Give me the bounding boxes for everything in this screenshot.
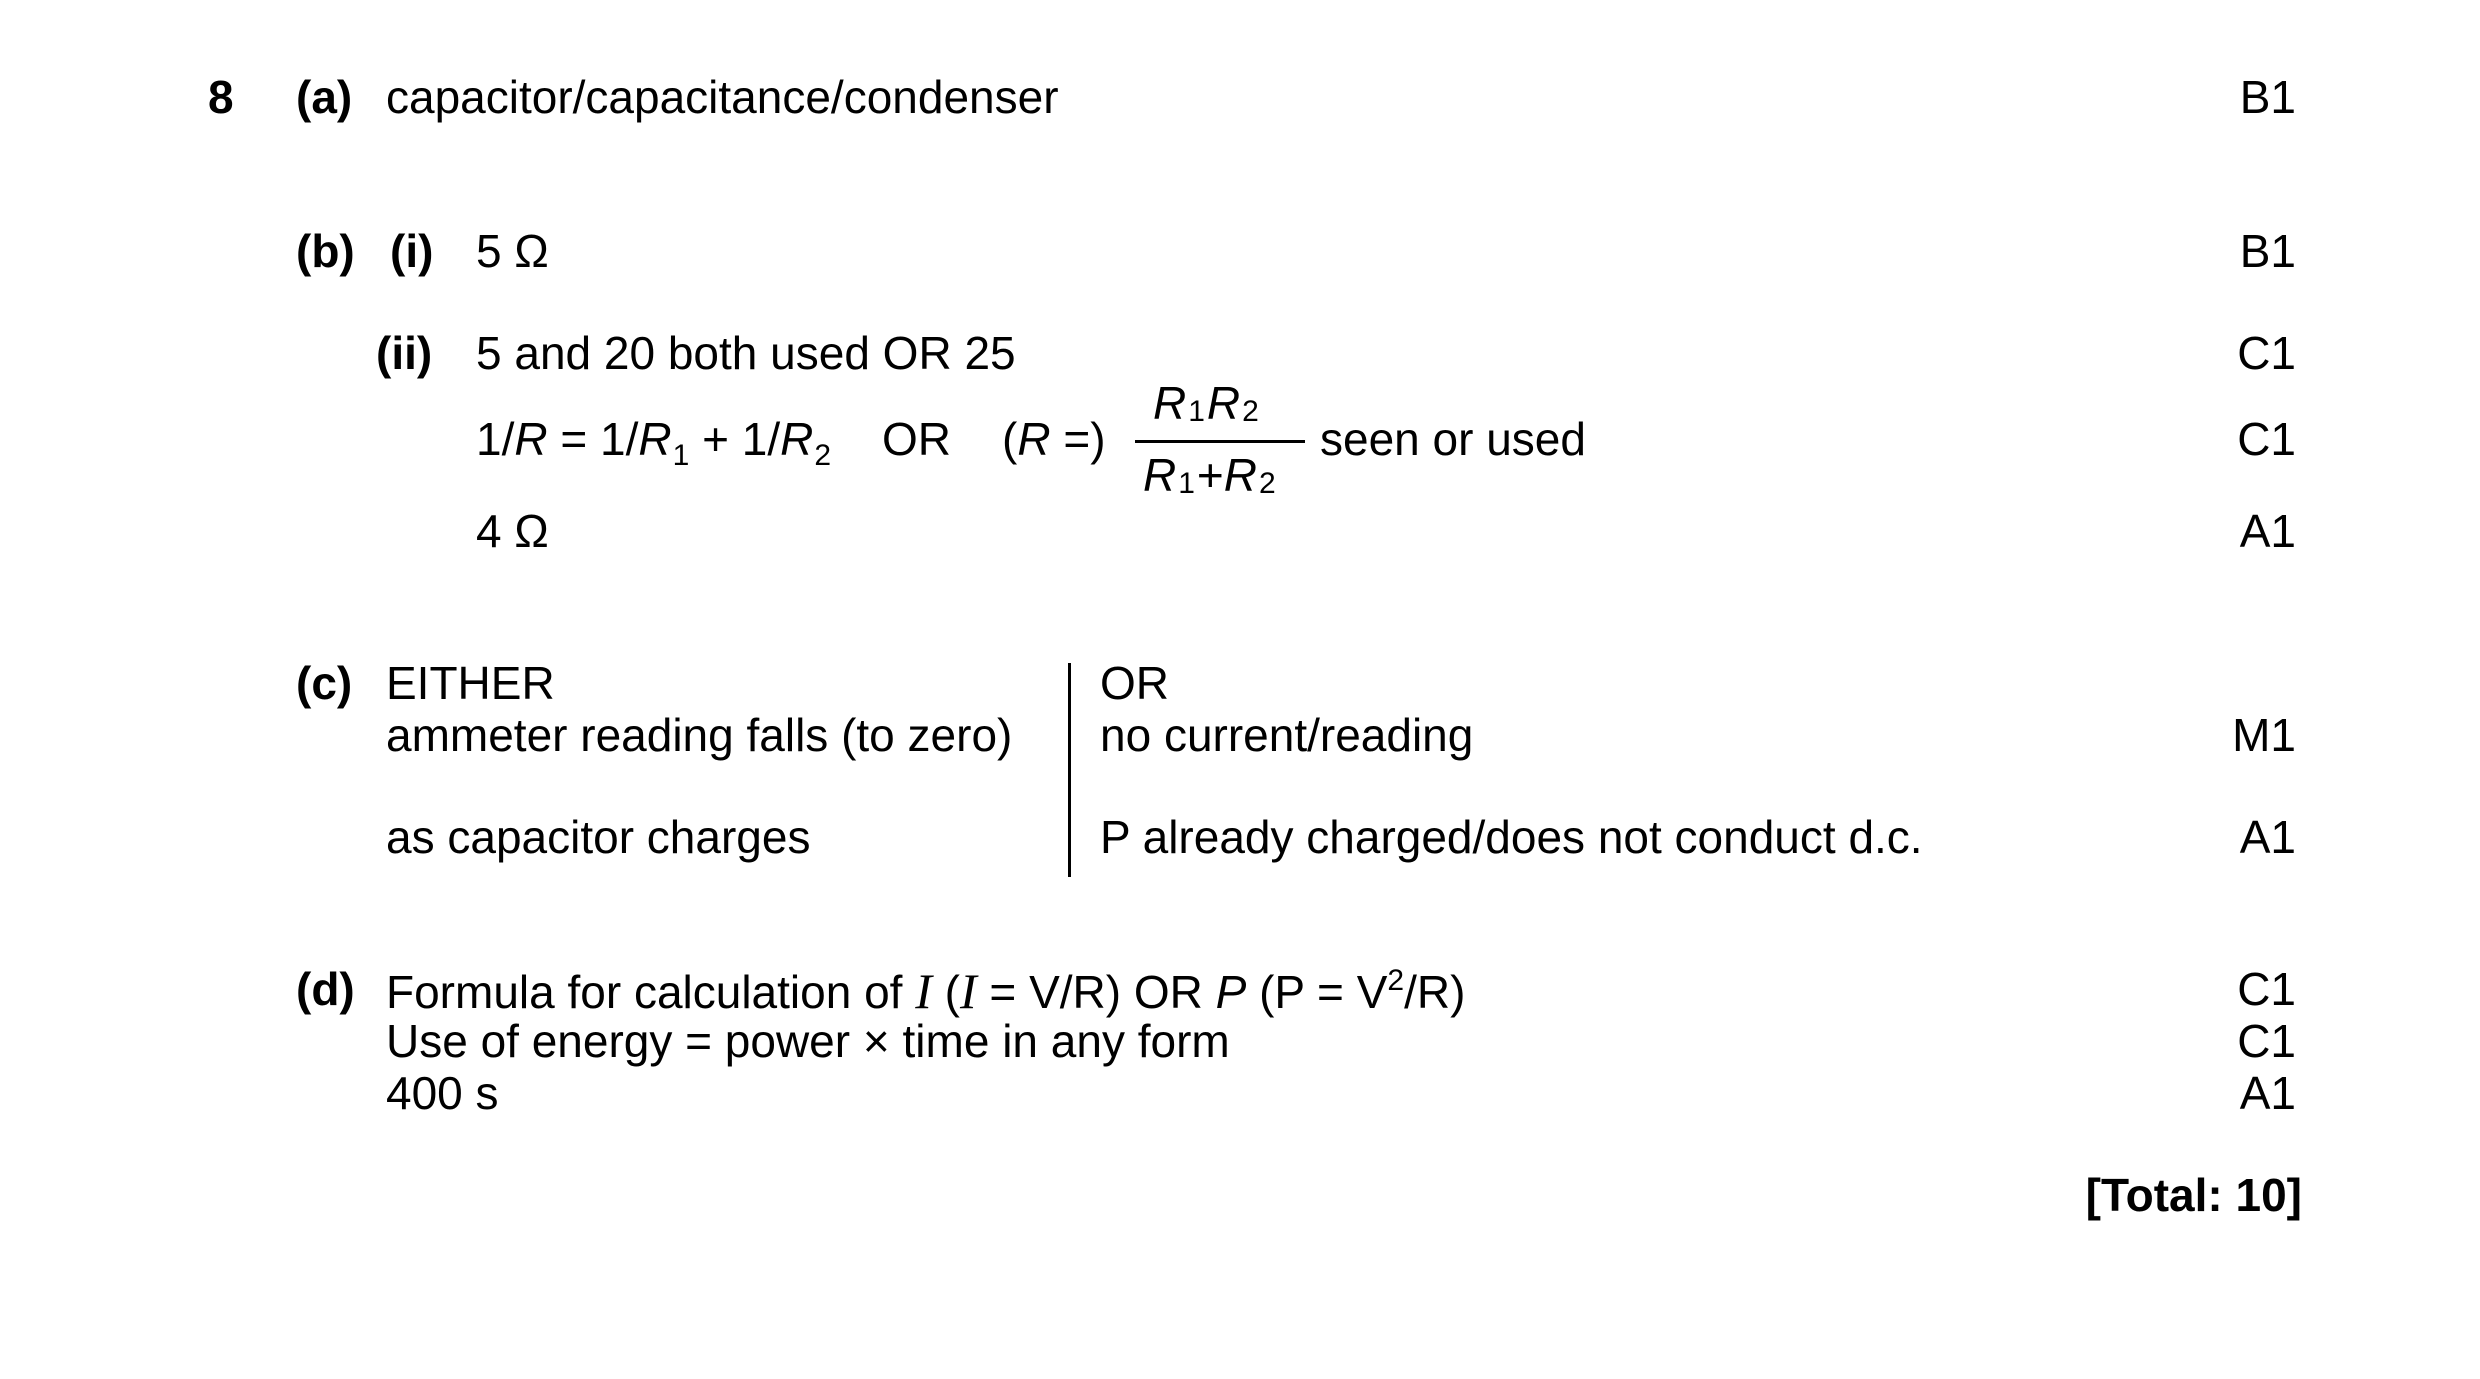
part-b-ii-line2-mark: C1 — [2237, 413, 2296, 465]
either-heading: EITHER — [386, 657, 555, 709]
part-d-label: (d) — [296, 963, 355, 1015]
part-d-mark-1: C1 — [2237, 963, 2296, 1015]
fraction-formula — [1135, 377, 1305, 501]
part-b-i-answer: 5 Ω — [476, 225, 549, 277]
part-c-label: (c) — [296, 657, 353, 709]
either-answer-2: as capacitor charges — [386, 811, 811, 863]
parallel-formula: $1/R = 1/R_1 + 1/R_2$ — [476, 413, 832, 472]
fraction-bar — [1135, 440, 1305, 443]
part-b-ii-line3-mark: A1 — [2239, 505, 2296, 557]
part-d-line1: Formula for calculation of I (I = V/R) OR P $(P = V^2/R)$ — [386, 963, 1466, 1019]
part-b-ii-line3: 4 Ω — [476, 505, 549, 557]
part-b-ii-label: (ii) — [376, 327, 433, 379]
part-d-mark-3: A1 — [2239, 1067, 2296, 1119]
r-equals: (R =) — [1002, 413, 1106, 465]
either-answer-1: ammeter reading falls (to zero) — [386, 709, 1013, 761]
or-heading: OR — [1100, 657, 1169, 709]
part-b-label: (b) — [296, 225, 355, 277]
total-marks: [Total: 10] — [2085, 1169, 2302, 1221]
part-b-ii-line1: 5 and 20 both used OR 25 — [476, 327, 1016, 379]
fraction-numerator: R1R2 — [1153, 377, 1259, 429]
part-a-label: (a) — [296, 71, 353, 123]
part-b-ii-line1-mark: C1 — [2237, 327, 2296, 379]
part-b-i-mark: B1 — [2239, 225, 2296, 277]
part-d-line3: 400 s — [386, 1067, 499, 1119]
seen-or-used: seen or used — [1320, 413, 1586, 465]
part-d-mark-2: C1 — [2237, 1015, 2296, 1067]
part-a-answer: capacitor/capacitance/condenser — [386, 71, 1059, 123]
or-answer-1: no current/reading — [1100, 709, 1474, 761]
part-c-mark-1: M1 — [2232, 709, 2296, 761]
or-answer-2: P already charged/does not conduct d.c. — [1100, 811, 1923, 863]
or-text: OR — [882, 413, 951, 465]
part-a-mark: B1 — [2239, 71, 2296, 123]
question-number: 8 — [208, 71, 234, 123]
part-c-mark-2: A1 — [2239, 811, 2296, 863]
either-or-divider — [1068, 663, 1071, 877]
part-b-i-label: (i) — [390, 225, 434, 277]
part-d-line2: Use of energy = power × time in any form — [386, 1015, 1230, 1067]
fraction-denominator: R1+R2 — [1143, 449, 1276, 501]
